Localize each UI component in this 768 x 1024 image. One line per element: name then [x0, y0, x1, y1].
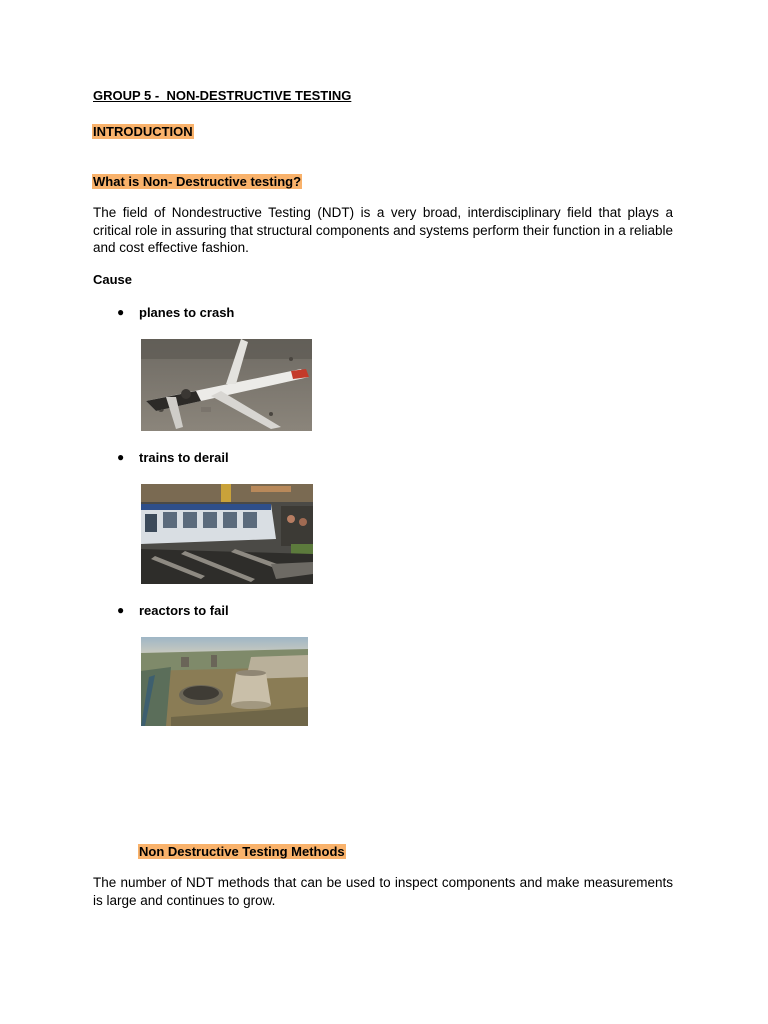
cause-bullet-item	[117, 603, 229, 618]
introduction-heading-text: INTRODUCTION	[93, 124, 193, 139]
plane-crash-photo	[141, 339, 312, 431]
methods-paragraph: The number of NDT methods that can be used to inspect components and make measurements is large and continues to grow.	[93, 875, 673, 908]
methods-heading	[138, 843, 346, 861]
question-heading	[92, 173, 302, 191]
bullet-icon: ●	[117, 450, 125, 464]
cause-bullet-label: reactors to fail	[139, 603, 229, 618]
train-derail-photo	[141, 484, 313, 584]
cause-label: Cause	[93, 272, 133, 287]
introduction-heading	[92, 123, 194, 141]
cause-bullet-item	[117, 450, 229, 465]
reactor-site-photo	[141, 637, 308, 726]
cause-bullet-item	[117, 305, 234, 320]
intro-paragraph: The field of Nondestructive Testing (NDT) is a very broad, interdisciplinary field that plays a critical role in assuring that structural components and systems perform their function in a reliable and cost effective fashion.	[93, 205, 674, 255]
question-heading-text: What is Non- Destructive testing?	[93, 174, 302, 189]
document-title: GROUP 5 - NON-DESTRUCTIVE TESTING	[93, 88, 352, 103]
bullet-icon: ●	[117, 603, 125, 617]
cause-bullet-label: planes to crash	[139, 305, 235, 320]
methods-heading-text: Non Destructive Testing Methods	[139, 844, 345, 859]
cause-bullet-label: trains to derail	[139, 450, 229, 465]
bullet-icon: ●	[117, 305, 125, 319]
